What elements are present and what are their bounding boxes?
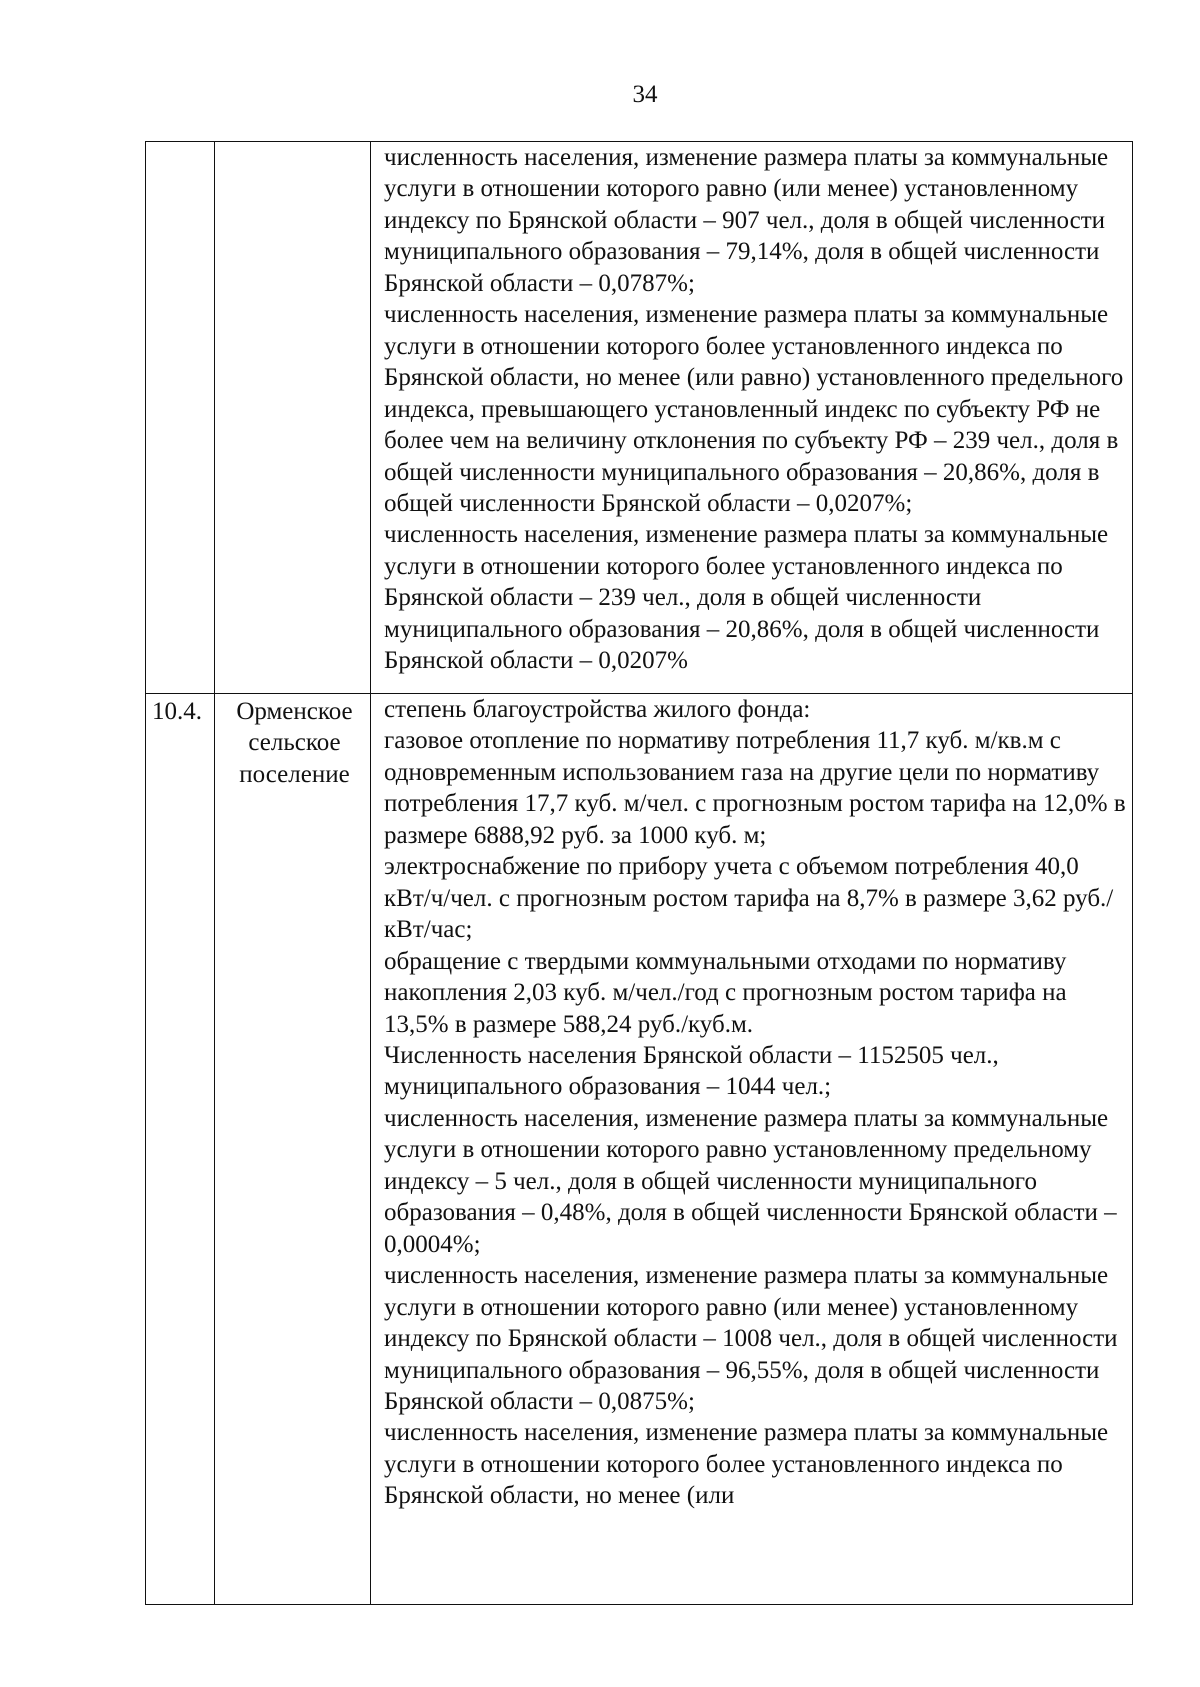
municipality-name-line: поселение bbox=[239, 760, 350, 788]
paragraph: численность населения, изменение размера платы за коммунальные услуги в отношении которого более установленного индекса по Брянской области – 239 чел., доля в общей численности муниципального образования – 20,86%, доля в общей численности Брянской области – 0,0207% bbox=[384, 521, 1109, 675]
table-row bbox=[146, 142, 1133, 694]
paragraph: Численность населения Брянской области – 1152505 чел., муниципального образования – 1044 чел.; bbox=[384, 1041, 999, 1101]
description-cell bbox=[371, 142, 1133, 694]
paragraph: газовое отопление по нормативу потребления 11,7 куб. м/кв.м с одновременным использованием газа на другие цели по нормативу потребления 17,7 куб. м/чел. с прогнозным ростом тарифа на 12,0% в размере 6888,92 руб. за 1000 куб. м; bbox=[384, 727, 1126, 849]
paragraph: численность населения, изменение размера платы за коммунальные услуги в отношении которого равно установленному предельному индексу – 5 чел., доля в общей численности муниципального образования – 0,48%, доля в общей численности Брянской области – 0,0004%; bbox=[384, 1104, 1117, 1258]
paragraph: степень благоустройства жилого фонда: bbox=[384, 696, 811, 723]
page-number: 34 bbox=[632, 81, 658, 108]
paragraph: численность населения, изменение размера платы за коммунальные услуги в отношении которого более установленного индекса по Брянской области, но менее (или bbox=[384, 1419, 1109, 1510]
paragraph: электроснабжение по прибору учета с объемом потребления 40,0 кВт/ч/чел. с прогнозным ростом тарифа на 8,7% в размере 3,62 руб./кВт/час; bbox=[384, 853, 1114, 944]
row-number-cell bbox=[146, 142, 215, 694]
description-cell bbox=[371, 694, 1133, 1605]
municipality-name-line: сельское bbox=[248, 729, 341, 757]
table-row bbox=[146, 694, 1133, 1605]
paragraph: численность населения, изменение размера платы за коммунальные услуги в отношении которого равно (или менее) установленному индексу по Брянской области – 907 чел., доля в общей численности муниципального образования – 79,14%, доля в общей численности Брянской области – 0,0787%; bbox=[384, 144, 1109, 297]
municipality-name-cell bbox=[215, 694, 371, 1605]
paragraph: численность населения, изменение размера платы за коммунальные услуги в отношении которого более установленного индекса по Брянской области, но менее (или равно) установленного предельного индекса, превышающего установленный индекс по субъекту РФ не более чем на величину отклонения по субъекту РФ – 239 чел., доля в общей численности муниципального образования – 20,86%, доля в общей численности Брянской области – 0,0207%; bbox=[384, 301, 1124, 517]
municipality-name-cell bbox=[215, 142, 371, 694]
document-table bbox=[145, 141, 1133, 1605]
paragraph: численность населения, изменение размера платы за коммунальные услуги в отношении которого равно (или менее) установленному индексу по Брянской области – 1008 чел., доля в общей численности муниципального образования – 96,55%, доля в общей численности Брянской области – 0,0875%; bbox=[384, 1262, 1118, 1415]
row-number-cell: 10.4. bbox=[146, 694, 215, 1605]
paragraph: обращение с твердыми коммунальными отходами по нормативу накопления 2,03 куб. м/чел./год с прогнозным ростом тарифа на 13,5% в размере 588,24 руб./куб.м. bbox=[384, 947, 1067, 1038]
municipality-name-line: Орменское bbox=[236, 698, 353, 725]
